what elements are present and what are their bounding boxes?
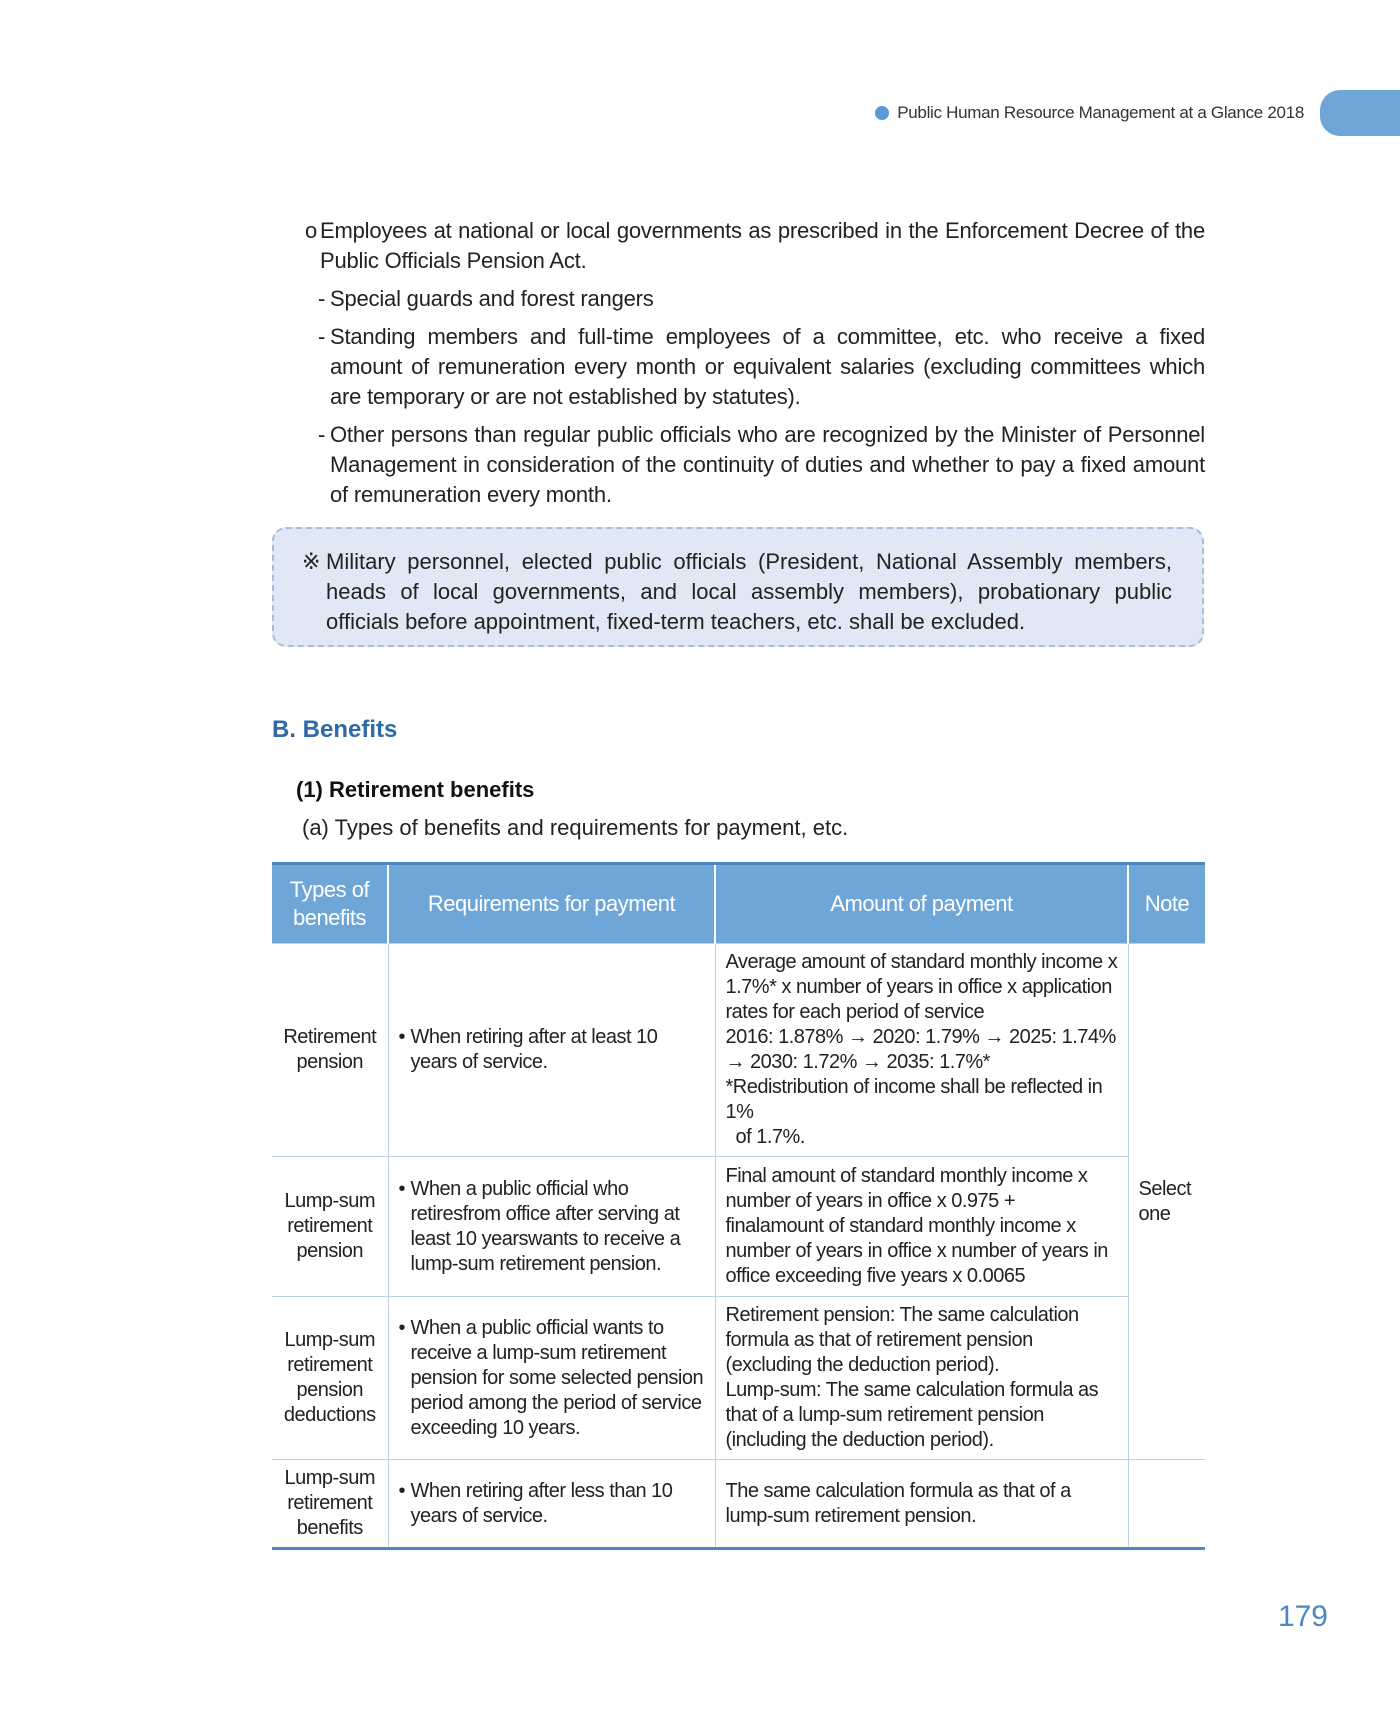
subsubsection-title: (a) Types of benefits and requirements for payment, etc.	[302, 815, 849, 840]
amount-line: Lump-sum: The same calculation formula as that of a lump-sum retirement pension (including the deduction period).	[725, 1379, 1099, 1451]
dash-item-3: - Other persons than regular public officials who are recognized by the Minister of Personnel Management in consideration of the continuity of duties and whether to pay a fixed amount of remuneration every month.	[318, 420, 1205, 510]
header-title: Public Human Resource Management at a Glance 2018	[897, 103, 1304, 122]
intro-main-paragraph	[305, 216, 1205, 276]
amount-line: 2016: 1.878% → 2020: 1.79% → 2025: 1.74% → 2030: 1.72% → 2035: 1.7%*	[725, 1026, 1116, 1073]
dash-item-text: Special guards and forest rangers	[330, 286, 654, 311]
subsection-title: (1) Retirement benefits	[296, 777, 535, 802]
amount-line: Average amount of standard monthly income x 1.7%* x number of years in office x application rates for each period of service	[725, 951, 1118, 1023]
benefit-type: Lump-sum retirement benefits	[272, 1460, 388, 1549]
note-cell-empty	[1128, 1460, 1205, 1549]
exclusion-note	[302, 547, 1172, 637]
benefit-type: Retirement pension	[272, 944, 388, 1157]
dash-item-text: Other persons than regular public officials who are recognized by the Minister of Personnel Management in consideration of the continuity of duties and whether to pay a fixed amount of remuneration every month.	[330, 422, 1205, 507]
amount-line: of 1.7%.	[735, 1126, 805, 1148]
retirement-benefits-table	[272, 862, 1205, 1550]
note-body-text: Military personnel, elected public officials (President, National Assembly members, heads of local governments, and local assembly members), probationary public officials before appointment, fixed-term teachers, etc. shall be excluded.	[326, 549, 1172, 634]
col-header-requirements: Requirements for payment	[388, 864, 715, 944]
dash-item-text: Standing members and full-time employees of a committee, etc. who receive a fixed amount of remuneration every month or equivalent salaries (excluding committees which are temporary or are not established by statutes).	[330, 324, 1205, 409]
running-header	[875, 90, 1400, 136]
header-dot-icon	[875, 106, 889, 120]
col-header-types: Types of benefits	[272, 864, 388, 944]
amount-line: Final amount of standard monthly income x number of years in office x 0.975 + finalamount of standard monthly income x number of years in office x number of years in office exceeding five years x 0.0065	[725, 1165, 1108, 1287]
table-row	[272, 1460, 1205, 1549]
requirement-cell: • When retiring after less than 10 years of service.	[388, 1460, 715, 1549]
requirement-cell: • When a public official who retiresfrom office after serving at least 10 yearswants to receive a lump-sum retirement pension.	[388, 1157, 715, 1297]
amount-line: The same calculation formula as that of a lump-sum retirement pension.	[725, 1479, 1071, 1527]
amount-cell	[715, 944, 1128, 1157]
table-row	[272, 1157, 1205, 1297]
requirement-text: When retiring after less than 10 years of service.	[410, 1479, 673, 1527]
amount-cell	[715, 1297, 1128, 1460]
amount-cell	[715, 1157, 1128, 1297]
header-tab-decoration	[1320, 90, 1400, 136]
note-reference-icon: ※	[302, 549, 321, 574]
requirement-cell: • When retiring after at least 10 years of service.	[388, 944, 715, 1157]
requirement-text: When a public official who retiresfrom office after serving at least 10 yearswants to receive a lump-sum retirement pension.	[410, 1177, 681, 1275]
benefit-type: Lump-sum retirement pension	[272, 1157, 388, 1297]
col-header-amount: Amount of payment	[715, 864, 1128, 944]
intro-main-text: Employees at national or local governments as prescribed in the Enforcement Decree of the Public Officials Pension Act.	[320, 218, 1205, 273]
exclusion-note-box	[272, 527, 1204, 647]
requirement-text: When retiring after at least 10 years of service.	[410, 1026, 658, 1073]
requirement-cell: • When a public official wants to receive a lump-sum retirement pension for some selected pension period among the period of service exceeding 10 years.	[388, 1297, 715, 1460]
table-row	[272, 944, 1205, 1157]
table-header-row	[272, 864, 1205, 944]
note-cell-merged: Select one	[1128, 944, 1205, 1460]
dash-item-2: - Standing members and full-time employees of a committee, etc. who receive a fixed amount of remuneration every month or equivalent salaries (excluding committees which are temporary or are not established by statutes).	[318, 322, 1205, 412]
amount-cell	[715, 1460, 1128, 1549]
benefit-type: Lump-sum retirement pension deductions	[272, 1297, 388, 1460]
amount-line: *Redistribution of income shall be reflected in 1%	[725, 1076, 1103, 1123]
section-title: B. Benefits	[272, 716, 398, 743]
amount-line: Retirement pension: The same calculation formula as that of retirement pension (excluding the deduction period).	[725, 1304, 1079, 1376]
requirement-text: When a public official wants to receive a lump-sum retirement pension for some selected pension period among the period of service exceeding 10 years.	[410, 1316, 704, 1439]
intro-bullet: o	[305, 218, 318, 243]
col-header-note: Note	[1128, 864, 1205, 944]
page-number: 179	[1277, 1600, 1328, 1633]
dash-item-1: - Special guards and forest rangers	[318, 284, 1205, 314]
table-row	[272, 1297, 1205, 1460]
